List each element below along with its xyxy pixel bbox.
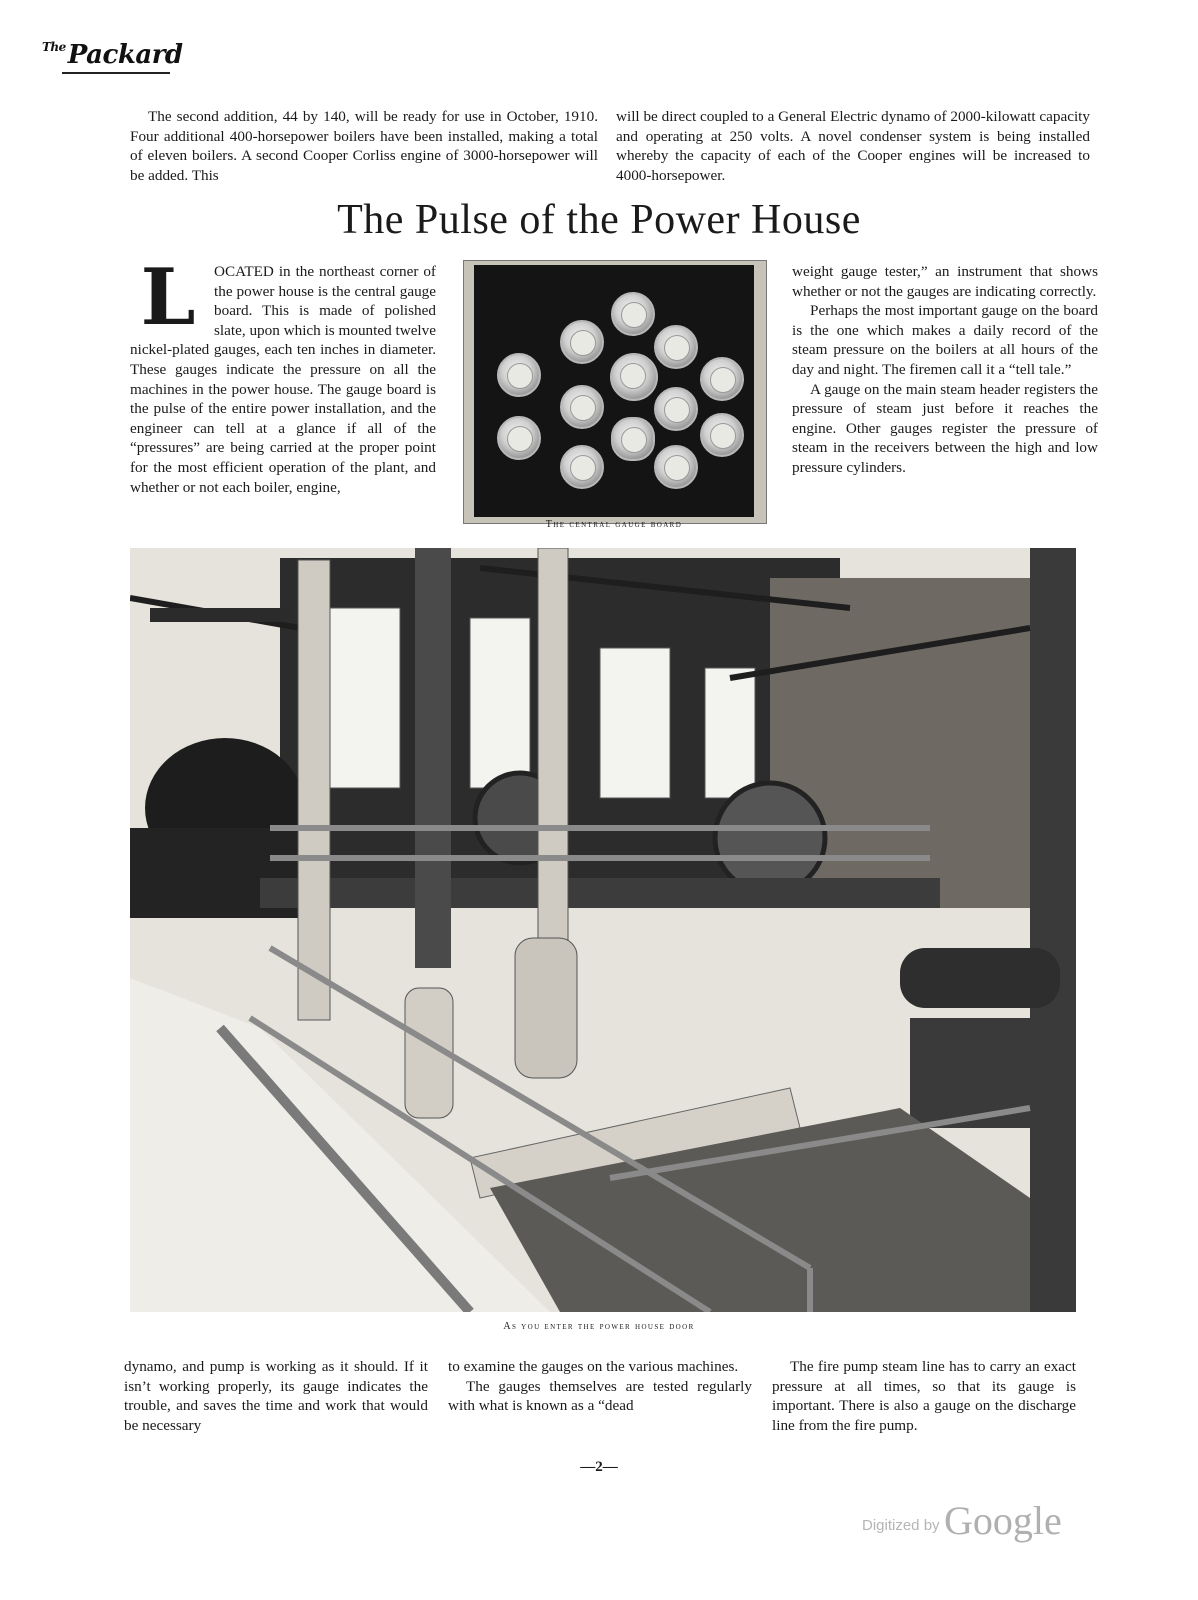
gauge-dial <box>654 325 698 369</box>
vertical-pipe <box>298 560 330 1020</box>
gauge-dial <box>611 292 655 336</box>
pipe-tank <box>515 938 577 1078</box>
right-column <box>1030 548 1076 1312</box>
bottom-col3-text: The fire pump steam line has to carry an exact pressure at all times, so that its gauge is important. There is also a gauge on the discharge line from the fire pump. <box>772 1358 1076 1434</box>
article-column-right <box>792 262 1098 478</box>
page-number: —2— <box>580 1459 618 1475</box>
gauge-dial <box>700 413 744 457</box>
window <box>705 668 755 798</box>
flywheel <box>715 783 825 893</box>
intro-right-text: will be direct coupled to a General Electric dynamo of 2000-kilowatt capacity and operating at 250 volts. A novel condenser system is being installed whereby the capacity of each of the Cooper engines will be increased to 4000-horsepower. <box>616 108 1090 184</box>
gallery-floor <box>260 878 940 908</box>
gauge-dial <box>611 417 655 461</box>
gauge-dial <box>497 353 541 397</box>
article-title: The Pulse of the Power House <box>337 197 861 243</box>
intro-column-right <box>616 107 1090 185</box>
logo-underline <box>62 72 170 74</box>
article-col2-p1: weight gauge tester,” an instrument that shows whether or not the gauges are indicating correctly. <box>792 263 1098 300</box>
power-house-illustration <box>130 548 1076 1312</box>
gauge-dial <box>560 320 604 364</box>
power-house-caption: As you enter the power house door <box>503 1321 695 1332</box>
intro-left-text: The second addition, 44 by 140, will be ready for use in October, 1910. Four additional 400-horsepower boilers have been installed, making a total of eleven boilers. A second Cooper Corliss engine of 3000-horsepower will be added. This <box>130 108 598 184</box>
window <box>600 648 670 798</box>
packard-logo <box>42 40 183 70</box>
power-house-photo <box>130 548 1076 1312</box>
article-col2-p3: A gauge on the main steam header registers the pressure of steam just before it reaches the engine. Other gauges register the pressure of steam in the receivers between the high and low pressure cylinders. <box>792 380 1098 476</box>
gauge-board-photo <box>463 260 767 524</box>
gauge-dial <box>700 357 744 401</box>
bottom-col1-text: dynamo, and pump is working as it should. If it isn’t working properly, its gauge indicates the trouble, and saves the time and work that would be necessary <box>124 1358 428 1434</box>
gauge-board-caption: The central gauge board <box>545 519 683 530</box>
bottom-column-1 <box>124 1357 428 1435</box>
article-col2-p2: Perhaps the most important gauge on the board is the one which makes a daily record of the steam pressure on the boilers at all hours of the day and night. The firemen call it a “tell tale.” <box>792 302 1098 378</box>
gauge-dial <box>560 385 604 429</box>
gauge-dial <box>560 445 604 489</box>
digitized-watermark <box>862 1494 1102 1544</box>
pump-machinery <box>910 1018 1050 1128</box>
article-column-left <box>130 252 436 497</box>
lower-pipe <box>900 948 1060 1008</box>
window <box>330 608 400 788</box>
intro-column-left <box>130 107 598 185</box>
watermark-digitized-text: Digitized by <box>862 1517 940 1534</box>
bottom-column-2 <box>448 1357 752 1416</box>
bottom-col2-p2: The gauges themselves are tested regularly with what is known as a “dead <box>448 1377 752 1415</box>
gauge-dial <box>497 416 541 460</box>
bottom-column-3 <box>772 1357 1076 1435</box>
window <box>470 618 530 788</box>
left-beam <box>150 608 290 622</box>
lead-caps: OCATED <box>214 263 274 280</box>
slate-gauge-board <box>474 265 754 517</box>
logo-the: The <box>42 40 66 54</box>
bottom-col2-p1: to examine the gauges on the various machines. <box>448 1358 739 1375</box>
gauge-dial <box>654 445 698 489</box>
vertical-pipe <box>538 548 568 948</box>
article-col1-text: in the northeast corner of the power house is the central gauge board. This is made of polished slate, upon which is mounted twelve nickel-plated gauges, each ten inches in diameter. These gauges indicate the pressure on all the machines in the power house. The gauge board is the pulse of the entire power installation, and the engineer can tell at a glance if all of the “pressures” are being carried at the proper point for the most efficient operation of the plant, and whether or not each boiler, engine, <box>130 263 436 496</box>
drop-cap: L <box>140 252 196 343</box>
vertical-pipe <box>415 548 451 968</box>
gauge-dial <box>610 353 658 401</box>
watermark-brand: Google <box>944 1498 1062 1543</box>
gauge-dial <box>654 387 698 431</box>
logo-name: Packard <box>67 40 183 70</box>
